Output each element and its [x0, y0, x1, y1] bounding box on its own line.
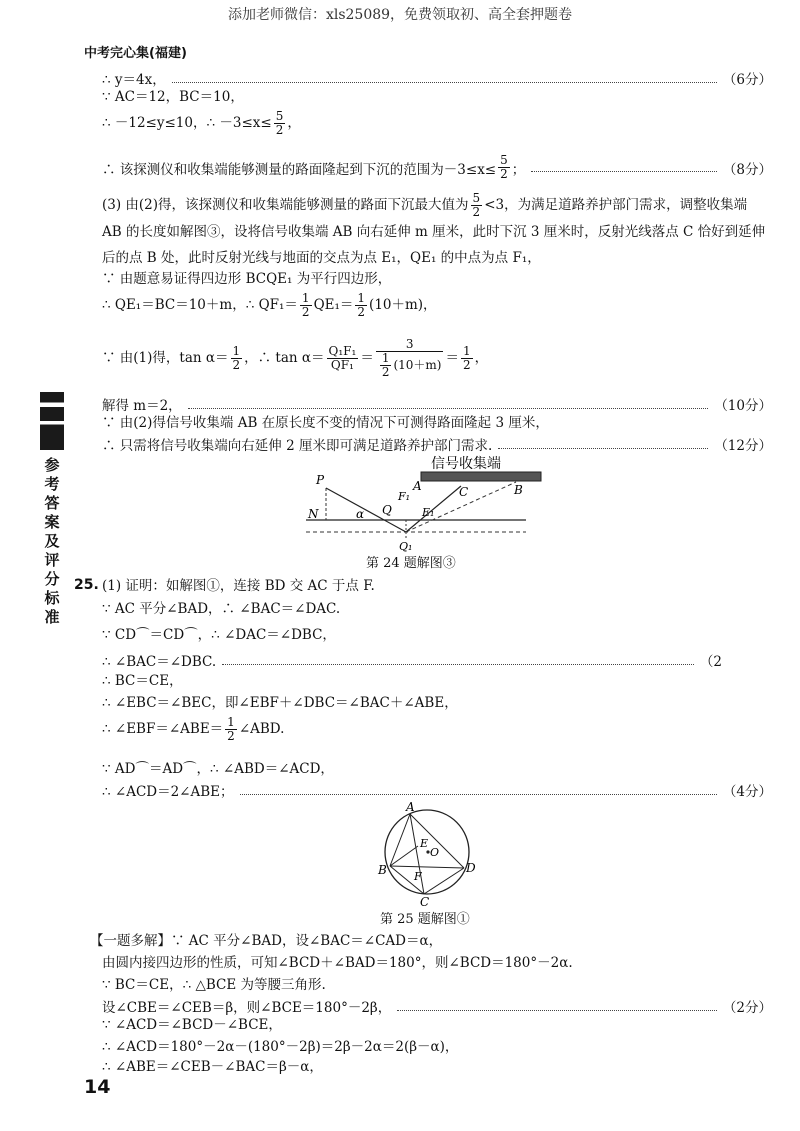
q24-line-7: ∵ 由(1)得，tan α＝ $\frac{1}{2}$ ，∴ tan α＝ $\frac{\text{Q₁F₁}}{\text{QF₁}}$ ＝ 3 $\frac{1}{2}$ (10＋m) ＝ $\frac{1}{2}$ ， [102, 337, 489, 379]
figure-25-1 [372, 800, 482, 906]
label-D: D [466, 861, 476, 875]
q25-line-8: ∵ AD⌒＝AD⌒，∴ ∠ABD＝∠ACD， [102, 761, 334, 777]
q24-line-9: ∵ 由(2)得信号收集端 AB 在原长度不变的情况下可测得路面隆起 3 厘米， [102, 415, 549, 431]
label-B: B [514, 483, 523, 497]
q25-line-9: ∴ ∠ACD＝2∠ABE； （4分） [102, 784, 772, 800]
q25-line-7: ∴ ∠EBF＝∠ABE＝ $\frac{1}{2}$ ∠ABD. [102, 715, 285, 743]
q25-multi-5: ∵ ∠ACD＝∠BCD－∠BCE， [102, 1017, 282, 1033]
page-number: 14 [84, 1076, 111, 1098]
label-N: N [308, 507, 319, 521]
q24-line-10: ∴ 只需将信号收集端向右延伸 2 厘米即可满足道路养护部门需求. （12分） [102, 438, 772, 454]
label-E1: E₁ [422, 506, 435, 519]
q25-line-1: (1) 证明：如解图①，连接 BD 交 AC 于点 F. [102, 578, 375, 594]
q25-multi-3: ∵ BC＝CE，∴ △BCE 为等腰三角形. [102, 977, 326, 993]
question-25-number: 25. [74, 577, 99, 593]
label-A: A [406, 800, 415, 814]
q25-multi-4: 设∠CBE＝∠CEB＝β，则∠BCE＝180°－2β， （2分） [102, 1000, 772, 1016]
label-Q: Q [382, 503, 392, 517]
q25-line-4: ∴ ∠BAC＝∠DBC. （2 [102, 654, 722, 670]
q24-line-1: ∴ y＝4x， （6分） [102, 72, 772, 88]
q24-line-8: 解得 m＝2， （10分） [102, 398, 772, 414]
fig24-caption: 第 24 题解图③ [366, 556, 456, 571]
side-decoration [40, 392, 64, 450]
book-header: 中考完心集(福建) [84, 46, 187, 61]
label-P: P [316, 473, 325, 487]
q24-line-3: ∴ －12≤y≤10，∴ －3≤x≤ $\frac{5}{2}$ ， [102, 109, 301, 137]
label-E: E [420, 837, 429, 850]
figure-24-3 [296, 452, 546, 552]
label-C: C [459, 485, 469, 499]
segment-ab [390, 814, 410, 866]
watermark: 添加老师微信：xls25089，免费领取初、高全套押题卷 [227, 7, 573, 23]
q24-part3: (3) 由(2)得，该探测仪和收集端能够测量的路面下沉最大值为 $\frac{5}{2}$ <3，为满足道路养护部门需求，调整收集端 AB 的长度如解图③，设将信号收集端 AB 向右延伸 m 厘米，此时下沉 3 厘米时，反射光线落点 C 恰好到延伸后的点 B 处，此时反射光线与地面的交点为点 E₁，QE₁ 的中点为点 F₁， [102, 191, 766, 266]
q25-line-2: ∵ AC 平分∠BAD，∴ ∠BAC＝∠DAC. [102, 601, 341, 617]
label-F: F [414, 870, 422, 883]
signal-collector-bar [421, 472, 541, 481]
side-label-text: 参 考 答 案 及 评 分 标 准 [44, 456, 60, 626]
label-Q1: Q₁ [399, 540, 413, 552]
q25-line-3: ∵ CD⌒＝CD⌒，∴ ∠DAC＝∠DBC， [102, 627, 336, 643]
q25-line-6: ∴ ∠EBC＝∠BEC，即∠EBF＋∠DBC＝∠BAC＋∠ABE， [102, 695, 458, 711]
q24-line-5: ∵ 由题意易证得四边形 BCQE₁ 为平行四边形， [102, 271, 392, 287]
label-B: B [378, 863, 387, 877]
label-O: O [430, 846, 440, 859]
q25-multi-2: 由圆内接四边形的性质，可知∠BCD＋∠BAD＝180°，则∠BCD＝180°－2α. [102, 955, 573, 971]
label-A: A [413, 479, 422, 493]
segment-bd [390, 866, 464, 868]
q25-multi-7: ∴ ∠ABE＝∠CEB－∠BAC＝β－α， [102, 1059, 323, 1075]
q25-multi-6: ∴ ∠ACD＝180°－2α－(180°－2β)＝2β－2α＝2(β－α)， [102, 1039, 459, 1055]
label-alpha: α [356, 507, 365, 521]
q24-line-2: ∵ AC＝12，BC＝10， [102, 89, 244, 105]
q25-line-5: ∴ BC＝CE， [102, 673, 183, 689]
q25-multi-1: 【一题多解】∵ AC 平分∠BAD，设∠BAC＝∠CAD＝α， [90, 933, 443, 949]
q24-line-6: ∴ QE₁＝BC＝10＋m，∴ QF₁＝ $\frac{1}{2}$ QE₁＝ $\frac{1}{2}$ (10＋m)， [102, 291, 437, 319]
fig25-caption: 第 25 题解图① [380, 912, 470, 927]
q24-line-4: ∴ 该探测仪和收集端能够测量的路面隆起到下沉的范围为－3≤x≤ $\frac{5}{2}$ ； （8分） [102, 153, 772, 181]
fig24-title: 信号收集端 [431, 456, 501, 472]
label-C: C [420, 895, 430, 906]
label-F1: F₁ [398, 490, 411, 503]
incident-ray [326, 488, 406, 532]
